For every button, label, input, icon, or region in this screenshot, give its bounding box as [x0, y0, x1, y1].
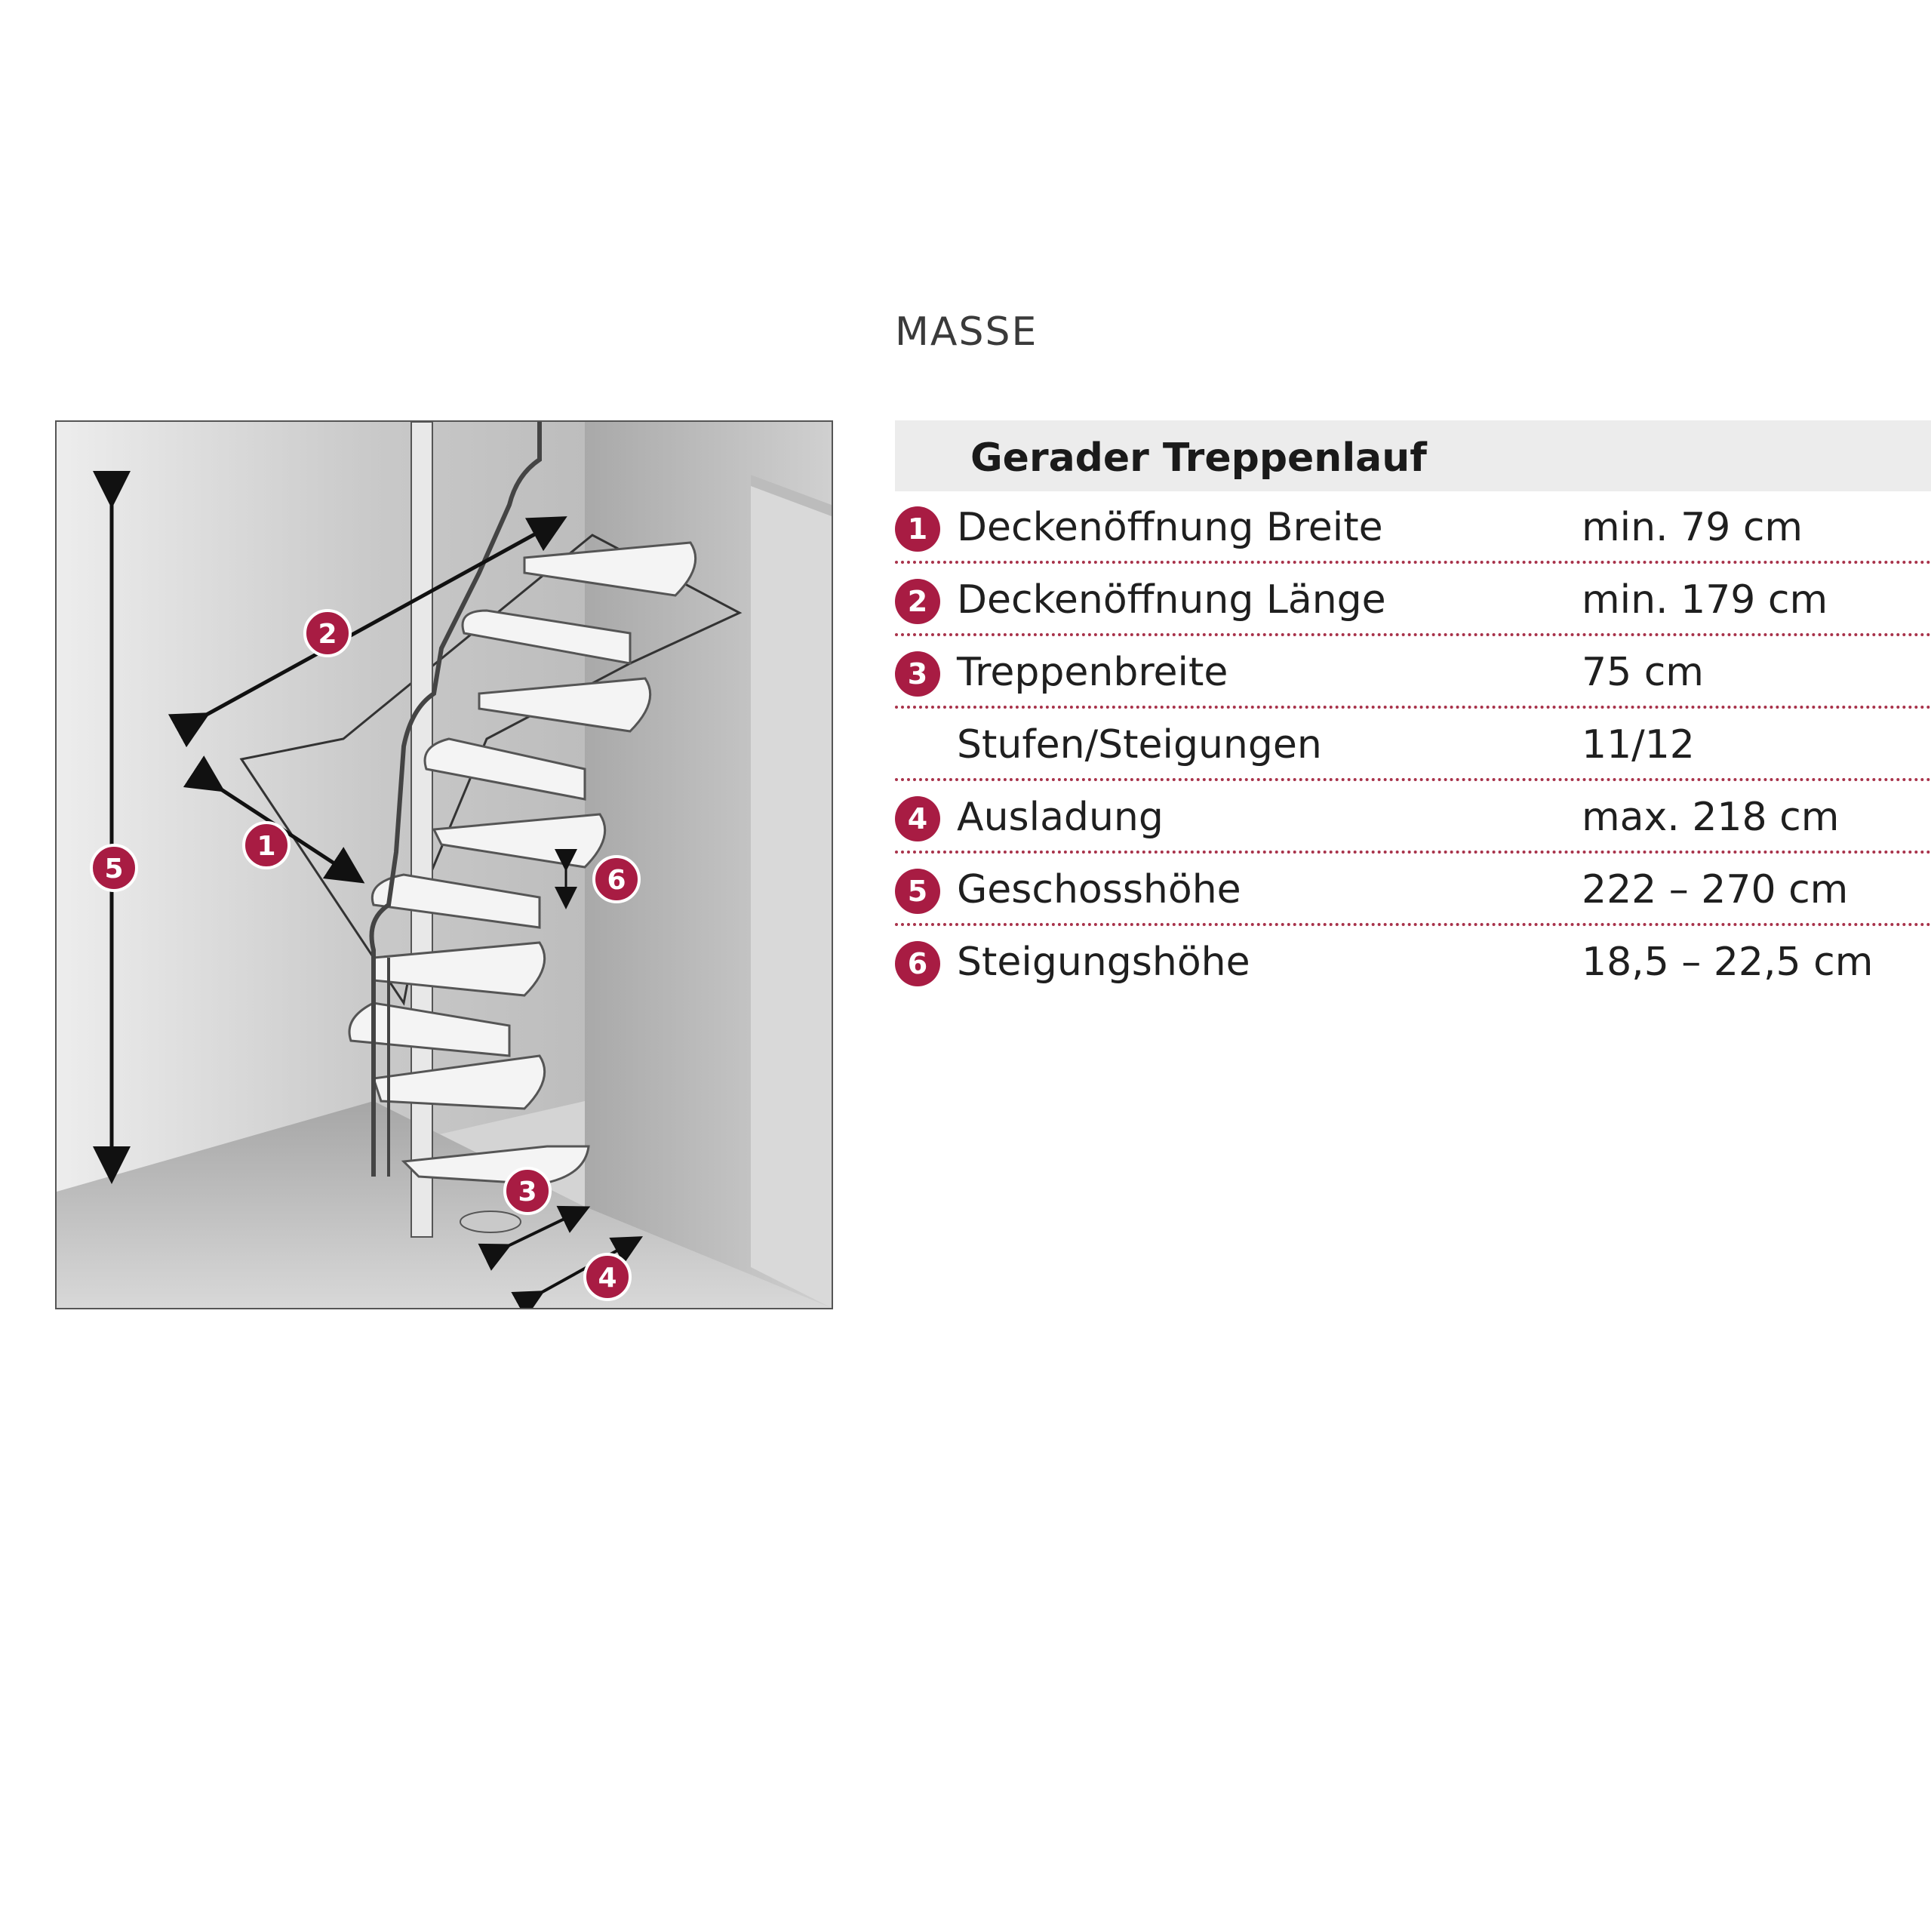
table-rows	[895, 491, 1931, 998]
row-label: Deckenöffnung Breite	[957, 505, 1383, 550]
marker-5	[91, 845, 137, 891]
row-label: Geschosshöhe	[957, 867, 1241, 912]
svg-text:5: 5	[104, 854, 124, 884]
staircase-diagram	[55, 420, 833, 1309]
table-row	[895, 636, 1931, 709]
marker-6	[594, 857, 639, 902]
row-value: 11/12	[1582, 722, 1695, 768]
staircase-illustration	[57, 422, 832, 1308]
svg-text:6: 6	[607, 865, 626, 896]
marker-badge: 5	[895, 869, 940, 914]
table-header	[895, 420, 1931, 491]
table-row	[895, 926, 1931, 998]
table-row	[895, 491, 1931, 564]
dimensions-table	[895, 420, 1931, 998]
svg-text:2: 2	[318, 619, 337, 650]
row-label: Treppenbreite	[957, 650, 1228, 695]
row-label: Deckenöffnung Länge	[957, 577, 1386, 623]
central-column	[411, 422, 432, 1237]
row-value: min. 179 cm	[1582, 577, 1828, 623]
marker-1	[244, 823, 289, 868]
table-row	[895, 781, 1931, 854]
svg-text:1: 1	[257, 831, 276, 862]
marker-badge: 6	[895, 941, 940, 986]
row-value: 18,5 – 22,5 cm	[1582, 940, 1874, 985]
row-value: min. 79 cm	[1582, 505, 1803, 550]
marker-4	[585, 1254, 630, 1300]
svg-text:4: 4	[598, 1263, 617, 1294]
row-label: Ausladung	[957, 795, 1164, 840]
table-title: Gerader Treppenlauf	[970, 435, 1427, 481]
wall-edge	[751, 475, 832, 1308]
marker-2	[305, 611, 350, 656]
row-value: 75 cm	[1582, 650, 1704, 695]
marker-badge: 2	[895, 579, 940, 624]
row-label: Steigungshöhe	[957, 940, 1250, 985]
table-row	[895, 564, 1931, 636]
marker-badge: 3	[895, 651, 940, 697]
row-label: Stufen/Steigungen	[957, 722, 1322, 768]
marker-badge: 1	[895, 506, 940, 552]
svg-text:3: 3	[518, 1177, 537, 1208]
table-row	[895, 854, 1931, 926]
row-value: 222 – 270 cm	[1582, 867, 1849, 912]
section-heading: MASSE	[895, 309, 1038, 355]
table-row	[895, 709, 1931, 781]
marker-badge: 4	[895, 796, 940, 841]
marker-3	[505, 1168, 550, 1214]
row-value: max. 218 cm	[1582, 795, 1840, 840]
column-base	[460, 1211, 521, 1232]
